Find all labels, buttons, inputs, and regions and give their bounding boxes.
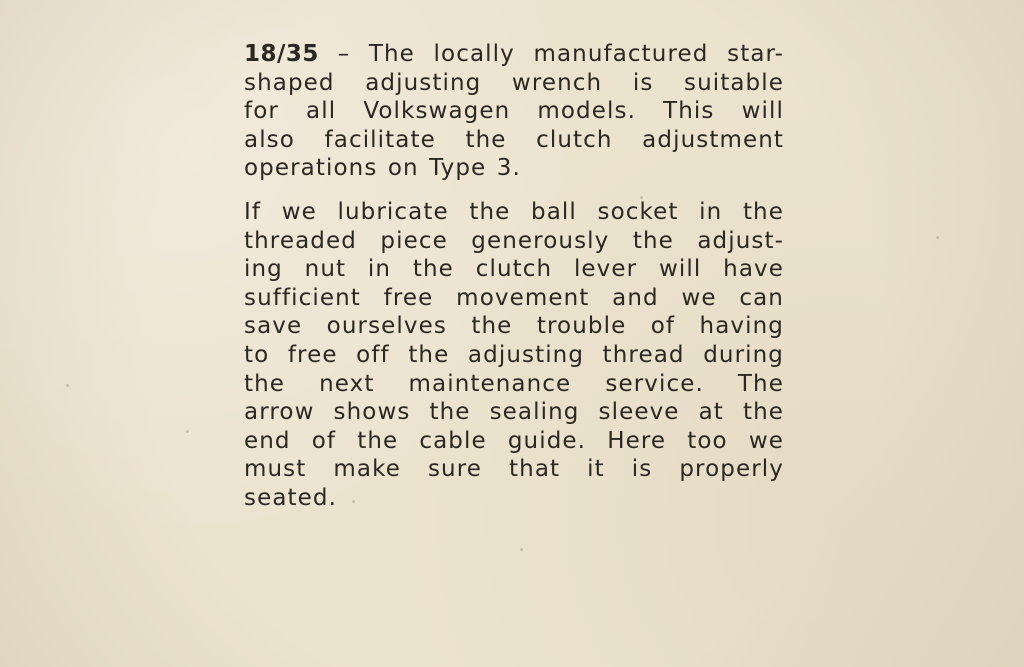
text-line: [244, 40, 784, 69]
paper-speck: [186, 430, 189, 433]
text-line: save ourselves the trouble of having: [244, 313, 784, 340]
text-line: to free off the adjusting thread during: [244, 341, 784, 368]
text-line: arrow shows the sealing sleeve at the: [244, 399, 784, 426]
paper-speck: [936, 236, 939, 239]
text-line: the next maintenance service. The: [244, 370, 784, 397]
text-line: also facilitate the clutch adjustment: [244, 126, 784, 153]
text-line: sufficient free movement and we can: [244, 284, 784, 311]
text-line-content: – The locally manufactured star-: [318, 41, 784, 67]
body-text: [244, 40, 784, 513]
text-line: ing nut in the clutch lever will have: [244, 256, 784, 283]
paragraph-instructions: [244, 198, 784, 513]
text-line: operations on Type 3.: [244, 155, 521, 182]
figure-number: 18/35: [244, 41, 319, 67]
text-line: shaped adjusting wrench is suitable: [244, 69, 784, 96]
text-line: must make sure that it is properly: [244, 456, 784, 483]
text-line: threaded piece generously the adjust-: [244, 227, 784, 254]
text-line: seated.: [244, 484, 338, 511]
paper-speck: [66, 384, 69, 387]
text-line: If we lubricate the ball socket in the: [244, 198, 784, 225]
text-line: end of the cable guide. Here too we: [244, 427, 784, 454]
paper-speck: [520, 548, 523, 551]
text-line: for all Volkswagen models. This will: [244, 98, 784, 125]
paragraph-figure-caption: [244, 40, 784, 183]
